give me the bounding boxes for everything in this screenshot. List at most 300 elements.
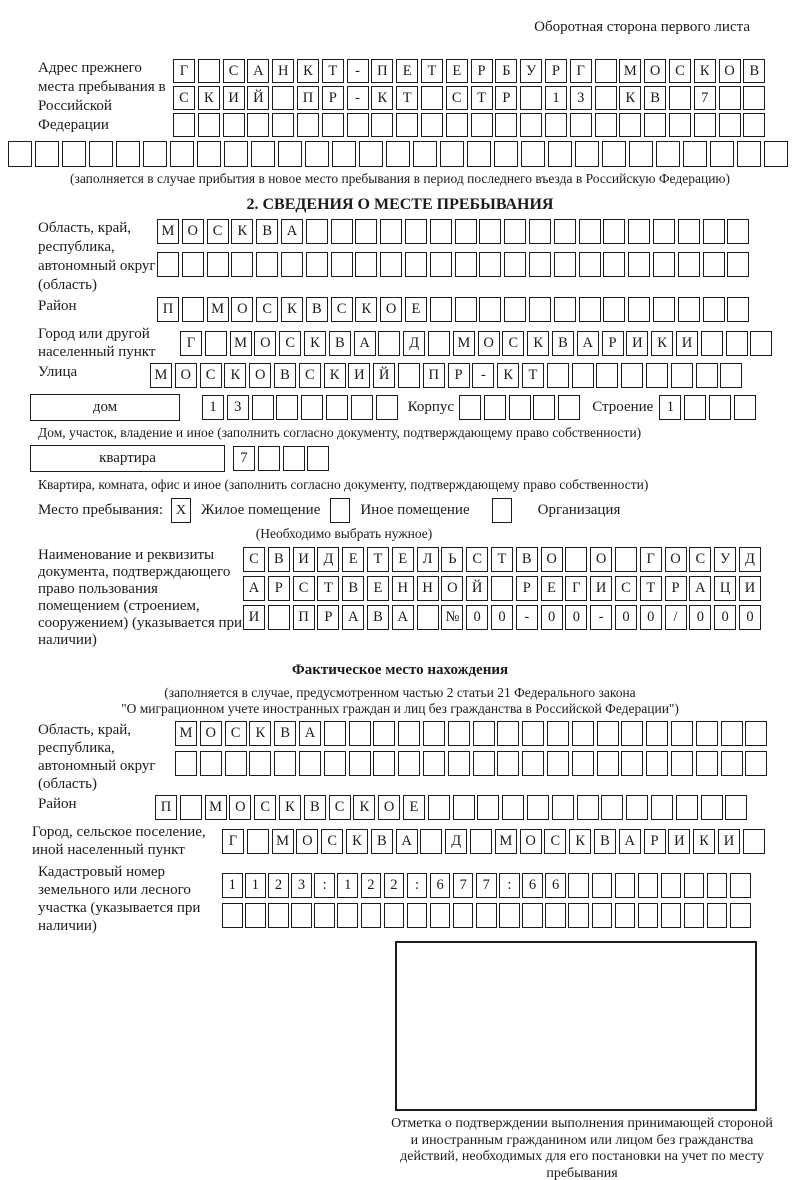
form-cell: А: [689, 576, 711, 601]
checkbox-other-premises: [330, 498, 350, 523]
form-cell: Д: [317, 547, 339, 572]
form-cell: Д: [739, 547, 761, 572]
section2-title: 2. СВЕДЕНИЯ О МЕСТЕ ПРЕБЫВАНИЯ: [246, 196, 554, 213]
stay-type-label: Место пребывания:: [38, 502, 163, 518]
district-block: [8, 297, 792, 322]
form-cell: [473, 751, 495, 776]
form-cell: И: [293, 547, 315, 572]
cell-row: [157, 297, 749, 322]
document-rows: [243, 547, 761, 630]
form-cell: [548, 141, 572, 167]
form-cell: [173, 113, 195, 137]
form-cell: [565, 547, 587, 572]
district-label: Район: [38, 298, 77, 314]
form-cell: [701, 331, 723, 356]
form-cell: [446, 113, 468, 137]
form-cell: Р: [602, 331, 624, 356]
street-label: Улица: [38, 364, 78, 380]
form-cell: [725, 795, 747, 820]
form-cell: [719, 86, 741, 110]
form-cell: 0: [714, 605, 736, 630]
form-cell: [247, 829, 269, 854]
form-cell: И: [668, 829, 690, 854]
actual-region-label: Область, край, республика, автономный округ (область): [38, 722, 156, 792]
form-cell: О: [254, 331, 276, 356]
stay-type-caption: (Необходимо выбрать нужное): [255, 526, 433, 541]
form-cell: [484, 395, 506, 420]
form-cell: [730, 873, 751, 898]
form-cell: [726, 331, 748, 356]
checkbox-residential-premises: X: [171, 498, 191, 523]
form-cell: О: [200, 721, 222, 746]
form-cell: [646, 721, 668, 746]
form-cell: 1: [337, 873, 358, 898]
cell-row: [659, 395, 755, 420]
form-cell: [703, 297, 725, 322]
form-cell: С: [689, 547, 711, 572]
form-cell: [453, 903, 474, 928]
form-cell: [251, 141, 275, 167]
form-cell: А: [392, 605, 414, 630]
form-cell: [545, 113, 567, 137]
form-cell: [721, 751, 743, 776]
form-cell: Т: [367, 547, 389, 572]
form-cell: К: [198, 86, 220, 110]
form-cell: /: [665, 605, 687, 630]
form-cell: [651, 795, 673, 820]
form-cell: [653, 252, 675, 277]
form-cell: С: [502, 331, 524, 356]
form-cell: [656, 141, 680, 167]
form-cell: [626, 795, 648, 820]
form-cell: [572, 751, 594, 776]
city-label: Город или другой населенный пункт: [38, 326, 156, 360]
form-cell: [520, 113, 542, 137]
form-cell: [646, 363, 668, 388]
cell-row: [222, 903, 751, 928]
form-cell: [727, 252, 749, 277]
cell-row: [180, 331, 772, 356]
form-cell: И: [718, 829, 740, 854]
checkbox-organization: [492, 498, 512, 523]
form-cell: [703, 219, 725, 244]
form-cell: 7: [694, 86, 716, 110]
form-cell: 1: [545, 86, 567, 110]
cell-row: [175, 721, 767, 746]
form-cell: [291, 903, 312, 928]
form-cell: [644, 113, 666, 137]
form-cell: Д: [403, 331, 425, 356]
form-cell: [703, 252, 725, 277]
form-cell: М: [495, 829, 517, 854]
form-cell: [504, 252, 526, 277]
form-cell: К: [651, 331, 673, 356]
form-cell: [197, 141, 221, 167]
form-cell: [628, 252, 650, 277]
prev-address-block: [8, 59, 792, 137]
form-cell: [231, 252, 253, 277]
cell-row: [222, 829, 765, 854]
form-cell: Т: [491, 547, 513, 572]
document-block: [8, 547, 792, 649]
form-cell: [701, 795, 723, 820]
form-cell: [547, 751, 569, 776]
form-cell: [696, 721, 718, 746]
cell-row: [202, 395, 398, 420]
form-cell: [621, 751, 643, 776]
form-cell: :: [314, 873, 335, 898]
form-cell: Е: [367, 576, 389, 601]
form-cell: М: [157, 219, 179, 244]
form-cell: [421, 86, 443, 110]
form-cell: -: [347, 59, 369, 83]
form-cell: [592, 903, 613, 928]
form-cell: [575, 141, 599, 167]
form-cell: [743, 113, 765, 137]
stay-type-row: [8, 498, 792, 523]
form-cell: 7: [476, 873, 497, 898]
form-cell: [62, 141, 86, 167]
form-cell: С: [544, 829, 566, 854]
form-cell: П: [371, 59, 393, 83]
form-cell: С: [321, 829, 343, 854]
form-cell: [380, 252, 402, 277]
form-cell: [143, 141, 167, 167]
form-cell: 2: [361, 873, 382, 898]
form-cell: О: [182, 219, 204, 244]
header-note: Оборотная сторона первого листа: [534, 19, 750, 35]
form-cell: Р: [268, 576, 290, 601]
form-cell: [398, 363, 420, 388]
form-cell: П: [297, 86, 319, 110]
form-cell: [522, 751, 544, 776]
form-cell: О: [541, 547, 563, 572]
form-cell: Р: [545, 59, 567, 83]
form-cell: О: [175, 363, 197, 388]
cell-row: [222, 873, 751, 898]
form-cell: [405, 252, 427, 277]
cadastre-rows: [222, 873, 751, 928]
form-cell: [683, 141, 707, 167]
form-cell: К: [619, 86, 641, 110]
form-cell: [371, 113, 393, 137]
form-cell: [579, 219, 601, 244]
form-cell: [621, 363, 643, 388]
form-cell: -: [347, 86, 369, 110]
form-cell: Р: [317, 605, 339, 630]
form-cell: С: [293, 576, 315, 601]
cell-row: [175, 751, 767, 776]
form-cell: [497, 751, 519, 776]
actual-district-label: Район: [38, 796, 77, 812]
form-cell: К: [279, 795, 301, 820]
form-cell: [638, 873, 659, 898]
form-cell: [182, 297, 204, 322]
form-cell: В: [367, 605, 389, 630]
form-cell: [592, 873, 613, 898]
form-cell: [455, 252, 477, 277]
form-cell: Г: [565, 576, 587, 601]
form-cell: [175, 751, 197, 776]
form-cell: С: [669, 59, 691, 83]
form-cell: [696, 363, 718, 388]
form-cell: В: [274, 363, 296, 388]
form-cell: -: [590, 605, 612, 630]
form-cell: К: [231, 219, 253, 244]
actual-district-block: [8, 795, 792, 820]
form-cell: [502, 795, 524, 820]
form-cell: 0: [739, 605, 761, 630]
cell-row: [173, 113, 765, 137]
form-cell: [331, 219, 353, 244]
form-cell: К: [304, 331, 326, 356]
form-cell: [596, 363, 618, 388]
form-cell: С: [299, 363, 321, 388]
form-cell: [459, 395, 481, 420]
form-cell: [245, 903, 266, 928]
form-cell: :: [407, 873, 428, 898]
form-cell: 0: [640, 605, 662, 630]
form-cell: [547, 721, 569, 746]
form-cell: [497, 721, 519, 746]
form-cell: 6: [522, 873, 543, 898]
form-cell: [428, 331, 450, 356]
form-cell: Ц: [714, 576, 736, 601]
form-cell: К: [355, 297, 377, 322]
form-cell: [734, 395, 756, 420]
actual-location-note-1: (заполняется в случае, предусмотренном частью 2 статьи 21 Федерального закона: [164, 685, 636, 700]
form-cell: Н: [392, 576, 414, 601]
form-cell: [272, 86, 294, 110]
form-cell: [398, 721, 420, 746]
form-cell: [324, 751, 346, 776]
form-cell: П: [293, 605, 315, 630]
form-cell: [554, 252, 576, 277]
form-cell: [225, 751, 247, 776]
form-cell: [684, 395, 706, 420]
form-cell: [471, 113, 493, 137]
form-cell: [601, 795, 623, 820]
form-cell: [629, 141, 653, 167]
form-cell: [579, 297, 601, 322]
form-cell: 6: [545, 873, 566, 898]
option-label-residential: Жилое помещение: [201, 502, 321, 518]
form-cell: В: [594, 829, 616, 854]
form-cell: 0: [565, 605, 587, 630]
house-caption: Дом, участок, владение и иное (заполнить согласно документу, подтверждающему право собственности): [38, 425, 642, 440]
form-cell: К: [693, 829, 715, 854]
form-cell: [491, 576, 513, 601]
form-cell: -: [516, 605, 538, 630]
form-cell: 0: [541, 605, 563, 630]
form-cell: [694, 113, 716, 137]
form-cell: Г: [180, 331, 202, 356]
form-cell: 0: [491, 605, 513, 630]
form-cell: [720, 363, 742, 388]
form-cell: О: [590, 547, 612, 572]
form-cell: [351, 395, 373, 420]
form-cell: [595, 59, 617, 83]
form-cell: С: [256, 297, 278, 322]
form-cell: Р: [495, 86, 517, 110]
form-cell: С: [446, 86, 468, 110]
form-cell: [558, 395, 580, 420]
form-cell: [572, 721, 594, 746]
form-cell: О: [249, 363, 271, 388]
form-cell: М: [205, 795, 227, 820]
form-cell: Т: [471, 86, 493, 110]
form-cell: [554, 297, 576, 322]
form-cell: А: [577, 331, 599, 356]
form-cell: [529, 219, 551, 244]
form-cell: М: [272, 829, 294, 854]
region-label: Область, край, республика, автономный округ (область): [38, 220, 156, 293]
form-cell: [268, 605, 290, 630]
form-cell: С: [173, 86, 195, 110]
form-cell: [278, 141, 302, 167]
form-cell: К: [569, 829, 591, 854]
form-cell: С: [207, 219, 229, 244]
form-cell: [274, 751, 296, 776]
form-cell: [89, 141, 113, 167]
form-cell: :: [499, 873, 520, 898]
form-cell: С: [466, 547, 488, 572]
cell-row: [233, 446, 329, 471]
form-cell: [529, 297, 551, 322]
form-cell: 0: [466, 605, 488, 630]
form-cell: Е: [396, 59, 418, 83]
city-block: [8, 325, 792, 361]
form-cell: Е: [446, 59, 468, 83]
form-cell: О: [520, 829, 542, 854]
form-cell: [373, 721, 395, 746]
house-row: [30, 394, 792, 421]
form-cell: А: [247, 59, 269, 83]
form-cell: №: [441, 605, 463, 630]
form-cell: [355, 219, 377, 244]
cell-row: [173, 59, 765, 83]
cell-row: [157, 219, 749, 244]
form-cell: [628, 219, 650, 244]
form-cell: [745, 751, 767, 776]
form-cell: [678, 219, 700, 244]
form-cell: 1: [659, 395, 681, 420]
form-cell: [420, 829, 442, 854]
form-cell: [603, 297, 625, 322]
form-cell: 0: [615, 605, 637, 630]
form-cell: [495, 113, 517, 137]
form-cell: М: [150, 363, 172, 388]
stamp-caption: Отметка о подтверждении выполнения принимающей стороной и иностранным гражданином или лицом без гражданства действий, необходимых для его постановки на учет по месту пребывания: [391, 1116, 773, 1180]
cell-row: [243, 576, 761, 601]
form-cell: [180, 795, 202, 820]
form-cell: Т: [322, 59, 344, 83]
form-cell: [305, 141, 329, 167]
form-cell: [306, 252, 328, 277]
form-cell: [326, 395, 348, 420]
form-cell: [258, 446, 280, 471]
form-cell: Й: [466, 576, 488, 601]
form-cell: [332, 141, 356, 167]
form-cell: Е: [342, 547, 364, 572]
cell-row: [155, 795, 747, 820]
form-cell: Г: [640, 547, 662, 572]
form-cell: [499, 903, 520, 928]
form-cell: С: [279, 331, 301, 356]
form-cell: [504, 219, 526, 244]
form-cell: К: [346, 829, 368, 854]
form-cell: [423, 721, 445, 746]
form-cell: Ь: [441, 547, 463, 572]
form-cell: Е: [392, 547, 414, 572]
form-cell: [597, 721, 619, 746]
form-cell: [479, 297, 501, 322]
form-cell: [509, 395, 531, 420]
form-cell: [595, 86, 617, 110]
form-cell: [479, 219, 501, 244]
form-cell: [198, 113, 220, 137]
form-cell: М: [175, 721, 197, 746]
form-cell: [671, 363, 693, 388]
form-cell: Р: [644, 829, 666, 854]
form-cell: [671, 751, 693, 776]
form-cell: А: [243, 576, 265, 601]
form-cell: [602, 141, 626, 167]
form-cell: Е: [541, 576, 563, 601]
form-cell: [554, 219, 576, 244]
apartment-box: квартира: [30, 445, 225, 472]
form-cell: И: [590, 576, 612, 601]
form-cell: О: [296, 829, 318, 854]
form-cell: [520, 86, 542, 110]
form-cell: [653, 297, 675, 322]
form-cell: Й: [373, 363, 395, 388]
form-cell: [669, 113, 691, 137]
form-cell: П: [423, 363, 445, 388]
form-cell: [299, 751, 321, 776]
stroenie-label: Строение: [592, 399, 654, 415]
form-cell: К: [527, 331, 549, 356]
form-cell: [568, 873, 589, 898]
apartment-row: [30, 445, 792, 472]
actual-location-note-2: "О миграционном учете иностранных граждан и лиц без гражданства в Российской Федерации"): [121, 701, 679, 716]
form-cell: С: [331, 297, 353, 322]
form-cell: [297, 113, 319, 137]
form-cell: [276, 395, 298, 420]
actual-location-title: Фактическое место нахождения: [291, 662, 509, 678]
form-cell: В: [371, 829, 393, 854]
form-cell: [750, 331, 772, 356]
cell-row-full-width: [8, 141, 792, 167]
form-cell: [440, 141, 464, 167]
cell-row: [243, 605, 761, 630]
form-cell: В: [306, 297, 328, 322]
street-block: [8, 363, 792, 388]
form-cell: [361, 903, 382, 928]
form-cell: М: [230, 331, 252, 356]
form-cell: [337, 903, 358, 928]
form-cell: [737, 141, 761, 167]
form-cell: [595, 113, 617, 137]
cell-row: [157, 252, 749, 277]
form-cell: [727, 297, 749, 322]
form-cell: К: [371, 86, 393, 110]
actual-region-rows: [175, 721, 767, 776]
form-cell: [603, 219, 625, 244]
form-cell: М: [619, 59, 641, 83]
form-cell: [603, 252, 625, 277]
form-cell: [504, 297, 526, 322]
